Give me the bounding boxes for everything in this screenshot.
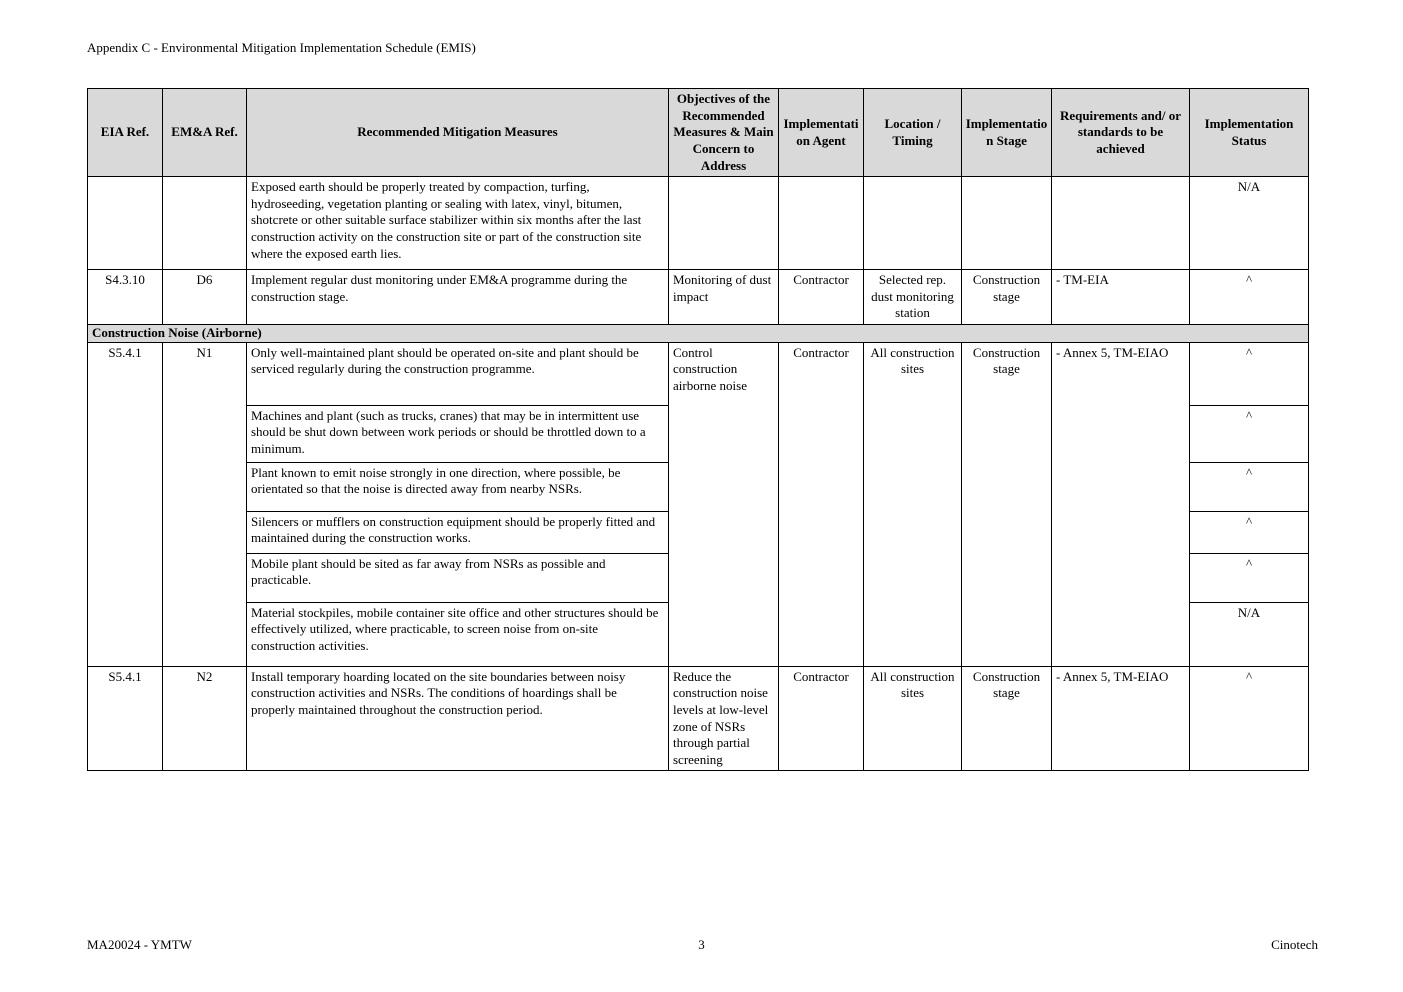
cell-objective: Reduce the construction noise levels at low-level zone of NSRs through partial screening (669, 666, 779, 771)
footer-company-name: Cinotech (1271, 937, 1318, 952)
emis-table (87, 88, 1309, 771)
cell-eia-ref: S5.4.1 (88, 342, 163, 666)
cell-agent (779, 177, 864, 270)
section-header-label: Construction Noise (Airborne) (88, 325, 1309, 343)
cell-requirements (1052, 177, 1190, 270)
cell-measure: Mobile plant should be sited as far away from NSRs as possible and practicable. (247, 553, 669, 602)
cell-status: ^ (1190, 511, 1309, 553)
cell-measure: Machines and plant (such as trucks, cranes) that may be in intermittent use should be shut down between work periods or should be throttled down to a minimum. (247, 405, 669, 462)
col-header-implementation-stage: Implementation Stage (962, 89, 1052, 177)
cell-agent: Contractor (779, 342, 864, 666)
cell-stage: Construction stage (962, 666, 1052, 771)
cell-status: ^ (1190, 666, 1309, 771)
cell-measure: Only well-maintained plant should be operated on-site and plant should be serviced regularly during the construction programme. (247, 342, 669, 405)
cell-status: N/A (1190, 602, 1309, 666)
table-row-n1 (88, 342, 1309, 405)
cell-eia-ref (88, 177, 163, 270)
cell-status: ^ (1190, 270, 1309, 325)
cell-eia-ref: S5.4.1 (88, 666, 163, 771)
col-header-objectives: Objectives of the Recommended Measures & Main Concern to Address (669, 89, 779, 177)
cell-stage: Construction stage (962, 342, 1052, 666)
cell-ema-ref (163, 177, 247, 270)
cell-status: ^ (1190, 342, 1309, 405)
cell-status: ^ (1190, 462, 1309, 511)
col-header-implementation-agent: Implementation Agent (779, 89, 864, 177)
appendix-title: Appendix C - Environmental Mitigation Implementation Schedule (EMIS) (87, 40, 476, 55)
cell-measure: Plant known to emit noise strongly in one direction, where possible, be orientated so that the noise is directed away from nearby NSRs. (247, 462, 669, 511)
table-row-n2 (88, 666, 1309, 771)
cell-measure: Exposed earth should be properly treated by compaction, turfing, hydroseeding, vegetation planting or sealing with latex, vinyl, bitumen, shotcrete or other suitable surface stabilizer within six months after the last construction activity on the construction site or part of the construction site where the exposed earth lies. (247, 177, 669, 270)
cell-measure: Implement regular dust monitoring under EM&A programme during the construction stage. (247, 270, 669, 325)
cell-ema-ref: N1 (163, 342, 247, 666)
col-header-implementation-status: Implementation Status (1190, 89, 1309, 177)
cell-eia-ref: S4.3.10 (88, 270, 163, 325)
cell-location (864, 177, 962, 270)
col-header-location-timing: Location / Timing (864, 89, 962, 177)
table-row-continuation (88, 177, 1309, 270)
cell-location: All construction sites (864, 666, 962, 771)
cell-requirements: - TM-EIA (1052, 270, 1190, 325)
cell-measure: Silencers or mufflers on construction equipment should be properly fitted and maintained during the construction works. (247, 511, 669, 553)
cell-status: ^ (1190, 405, 1309, 462)
col-header-mitigation-measures: Recommended Mitigation Measures (247, 89, 669, 177)
col-header-eia-ref: EIA Ref. (88, 89, 163, 177)
footer-page-number: 3 (698, 937, 705, 952)
cell-objective: Monitoring of dust impact (669, 270, 779, 325)
cell-requirements: - Annex 5, TM-EIAO (1052, 666, 1190, 771)
cell-ema-ref: D6 (163, 270, 247, 325)
cell-agent: Contractor (779, 270, 864, 325)
cell-status: N/A (1190, 177, 1309, 270)
cell-requirements: - Annex 5, TM-EIAO (1052, 342, 1190, 666)
cell-status: ^ (1190, 553, 1309, 602)
col-header-requirements: Requirements and/ or standards to be achieved (1052, 89, 1190, 177)
col-header-ema-ref: EM&A Ref. (163, 89, 247, 177)
cell-location: Selected rep. dust monitoring station (864, 270, 962, 325)
footer-project-code: MA20024 - YMTW (87, 937, 192, 952)
cell-objective: Control construction airborne noise (669, 342, 779, 666)
cell-stage: Construction stage (962, 270, 1052, 325)
cell-location: All construction sites (864, 342, 962, 666)
cell-agent: Contractor (779, 666, 864, 771)
cell-ema-ref: N2 (163, 666, 247, 771)
header-row (88, 89, 1309, 177)
section-header-row (88, 325, 1309, 343)
table-row-d6 (88, 270, 1309, 325)
cell-stage (962, 177, 1052, 270)
cell-measure: Material stockpiles, mobile container site office and other structures should be effectively utilized, where practicable, to screen noise from on-site construction activities. (247, 602, 669, 666)
cell-objective (669, 177, 779, 270)
cell-measure: Install temporary hoarding located on the site boundaries between noisy construction activities and NSRs. The conditions of hoardings shall be properly maintained throughout the construction period. (247, 666, 669, 771)
